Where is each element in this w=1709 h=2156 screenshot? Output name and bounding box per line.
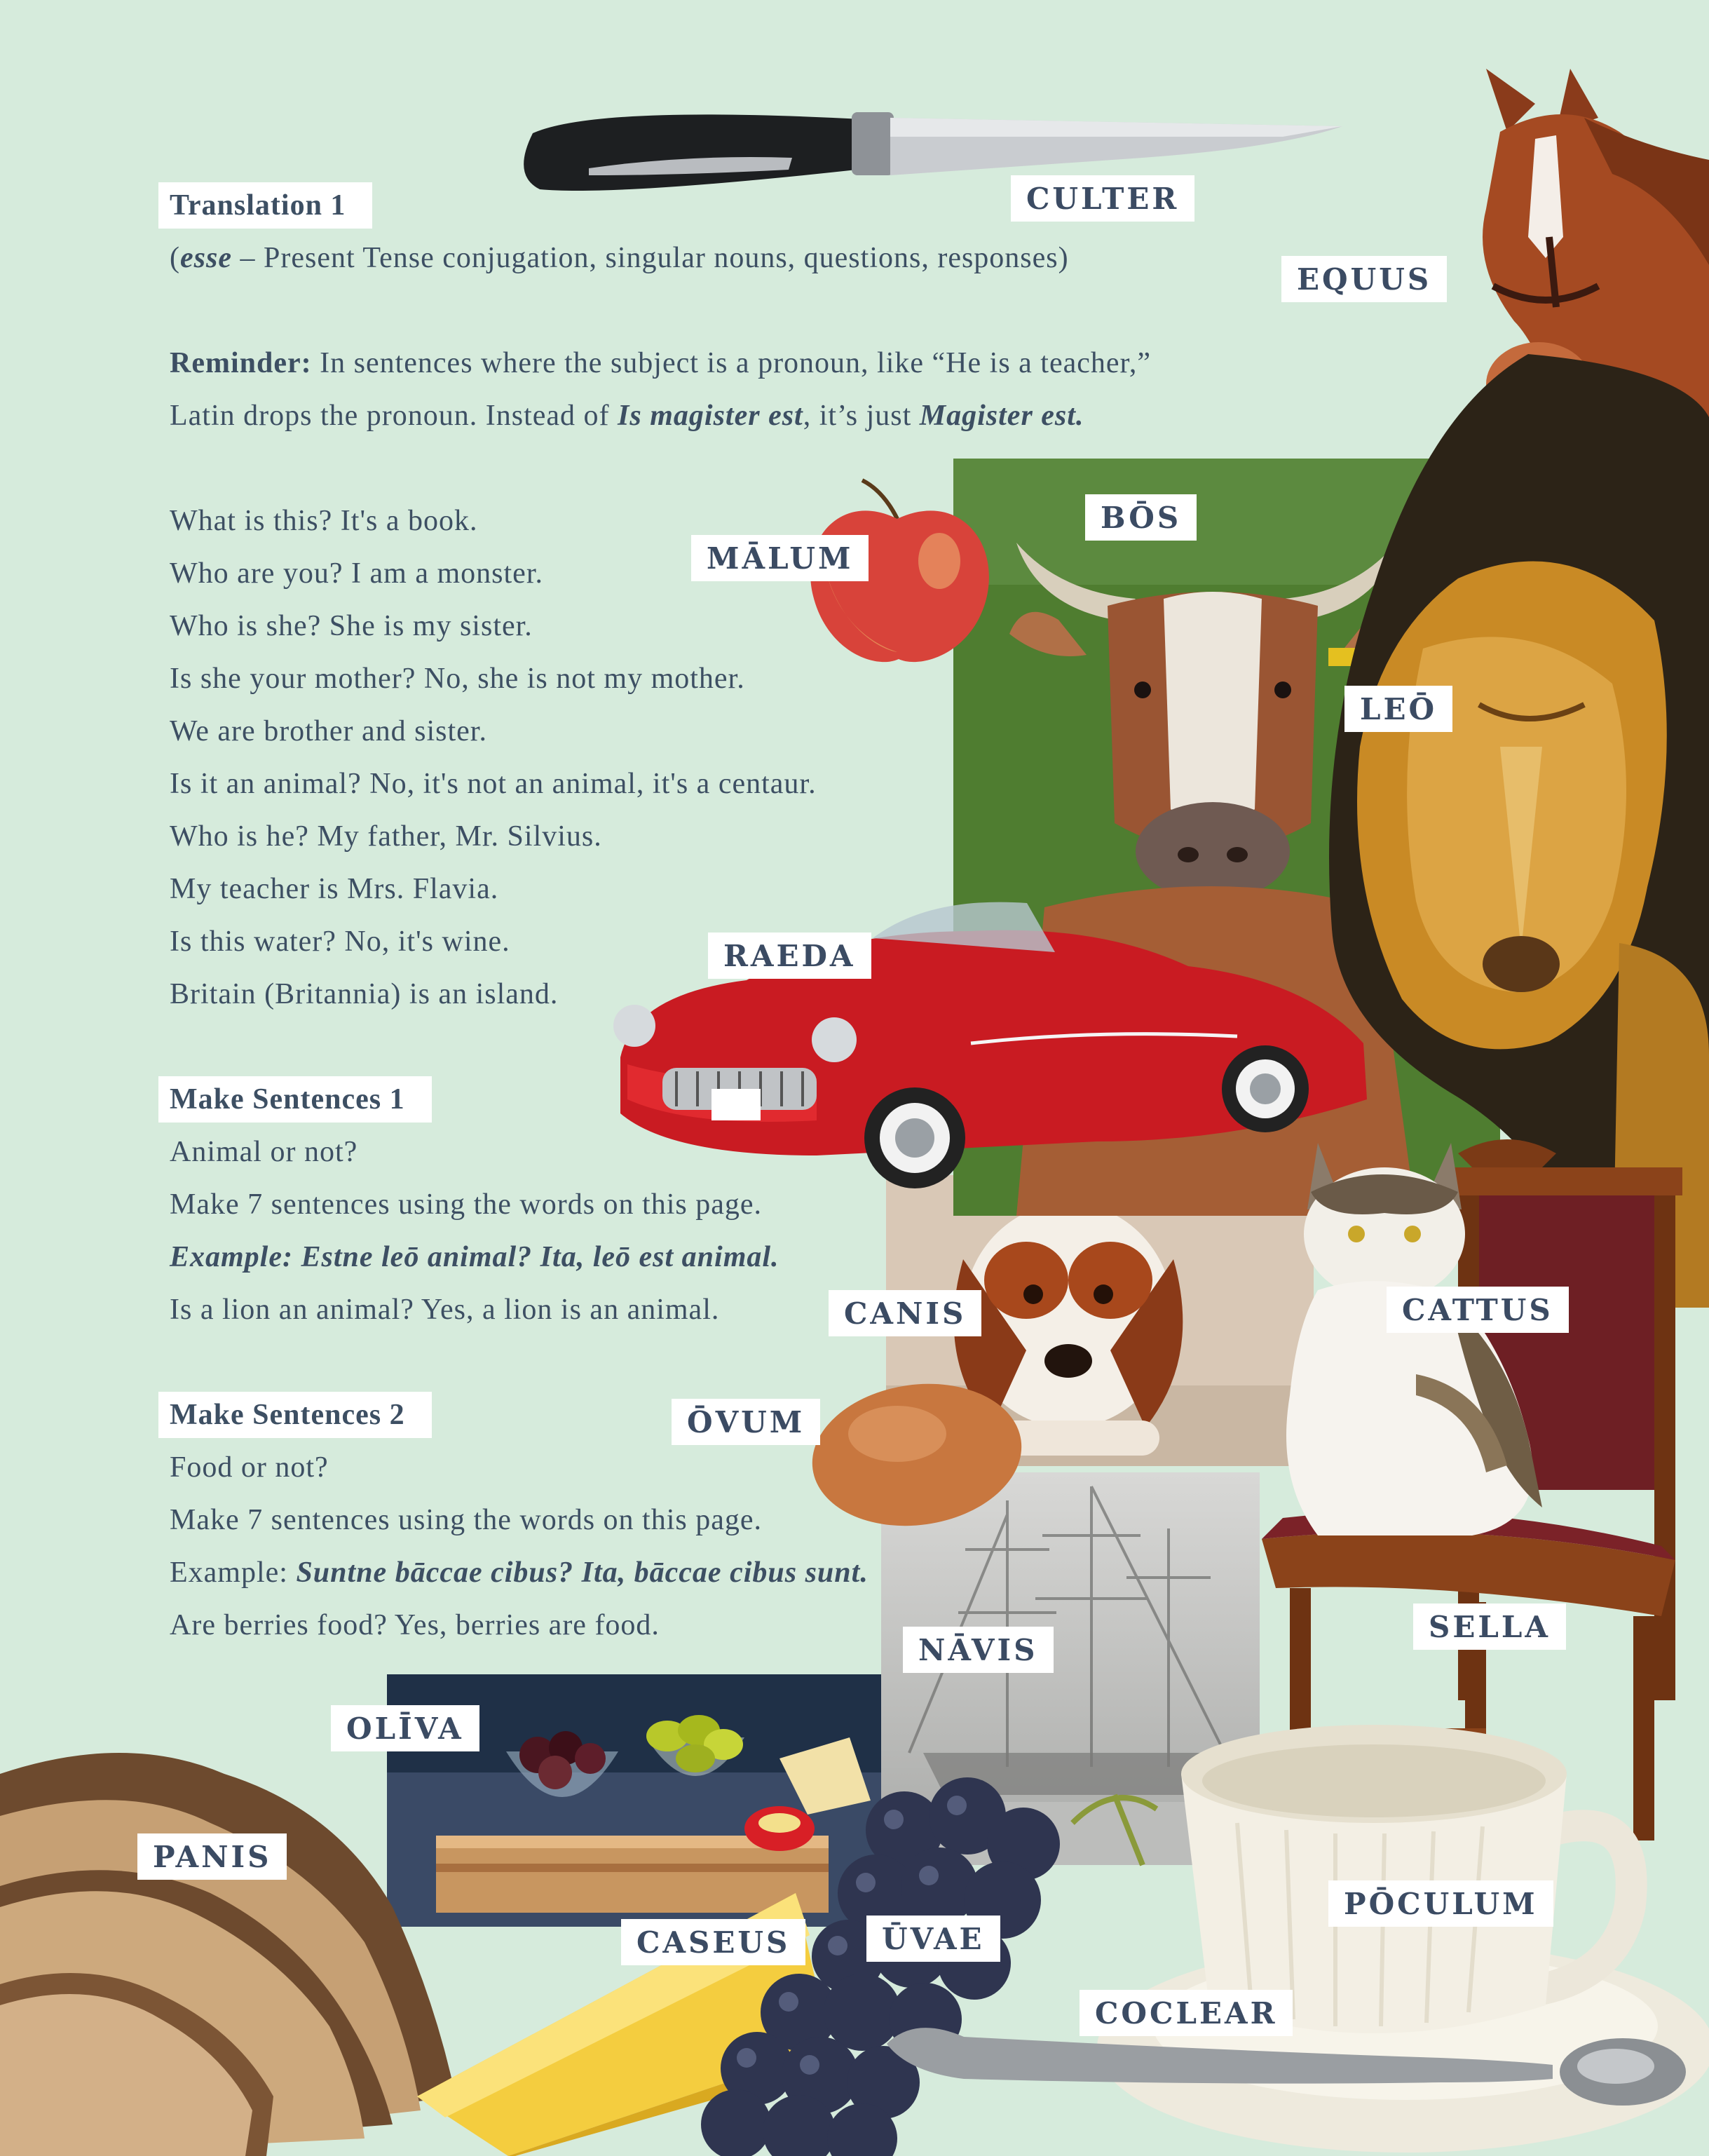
label-leo: LEŌ — [1344, 686, 1452, 732]
cat-image — [1276, 1143, 1584, 1543]
label-cattus: CATTUS — [1387, 1287, 1569, 1333]
sentence: Is she your mother? No, she is not my mother. — [170, 663, 745, 695]
sentence: What is this? It's a book. — [170, 505, 478, 537]
label-culter: CULTER — [1011, 175, 1194, 222]
sentence: My teacher is Mrs. Flavia. — [170, 873, 499, 905]
label-bos: BŌS — [1085, 494, 1197, 541]
make-2-example: Example: Suntne bāccae cibus? Ita, bāccae cibus sunt. — [170, 1557, 869, 1589]
make-sentences-1-heading: Make Sentences 1 — [158, 1076, 432, 1123]
make-2-line: Food or not? — [170, 1451, 329, 1484]
sentence: Is it an animal? No, it's not an animal, it's a centaur. — [170, 768, 817, 800]
make-sentences-2-heading: Make Sentences 2 — [158, 1392, 432, 1438]
label-sella: SELLA — [1413, 1604, 1566, 1650]
make-1-line: Is a lion an animal? Yes, a lion is an animal. — [170, 1294, 720, 1326]
reminder-line-2: Latin drops the pronoun. Instead of Is magister est, it’s just Magister est. — [170, 400, 1084, 432]
reminder-line-1: Reminder: In sentences where the subject is a pronoun, like “He is a teacher,” — [170, 347, 1151, 379]
translation-1-subtitle: (esse – Present Tense conjugation, singular nouns, questions, responses) — [170, 242, 1069, 274]
sentence: Who is he? My father, Mr. Silvius. — [170, 820, 602, 853]
make-2-line: Are berries food? Yes, berries are food. — [170, 1609, 660, 1641]
make-1-line: Animal or not? — [170, 1136, 358, 1168]
sentence: Who is she? She is my sister. — [170, 610, 533, 642]
sentence: Britain (Britannia) is an island. — [170, 978, 559, 1010]
label-equus: EQUUS — [1281, 256, 1447, 302]
make-2-line: Make 7 sentences using the words on this page. — [170, 1504, 763, 1536]
make-1-example: Example: Estne leō animal? Ita, leō est animal. — [170, 1241, 779, 1273]
worksheet-text — [170, 179, 1151, 1652]
label-raeda: RAEDA — [708, 933, 871, 979]
label-ovum: ŌVUM — [672, 1399, 820, 1445]
label-oliva: OLĪVA — [331, 1705, 479, 1751]
label-malum: MĀLUM — [691, 535, 869, 581]
translation-1-heading: Translation 1 — [158, 182, 372, 229]
label-uvae: ŪVAE — [866, 1916, 1000, 1962]
sentence: We are brother and sister. — [170, 715, 487, 747]
label-caseus: CASEUS — [621, 1919, 805, 1965]
label-navis: NĀVIS — [903, 1627, 1054, 1673]
label-poculum: PŌCULUM — [1328, 1880, 1553, 1927]
make-1-line: Make 7 sentences using the words on this page. — [170, 1188, 763, 1221]
sentence: Is this water? No, it's wine. — [170, 926, 510, 958]
label-panis: PANIS — [137, 1833, 287, 1880]
label-canis: CANIS — [829, 1290, 981, 1336]
label-coclear: COCLEAR — [1080, 1990, 1293, 2036]
sentence: Who are you? I am a monster. — [170, 557, 543, 590]
